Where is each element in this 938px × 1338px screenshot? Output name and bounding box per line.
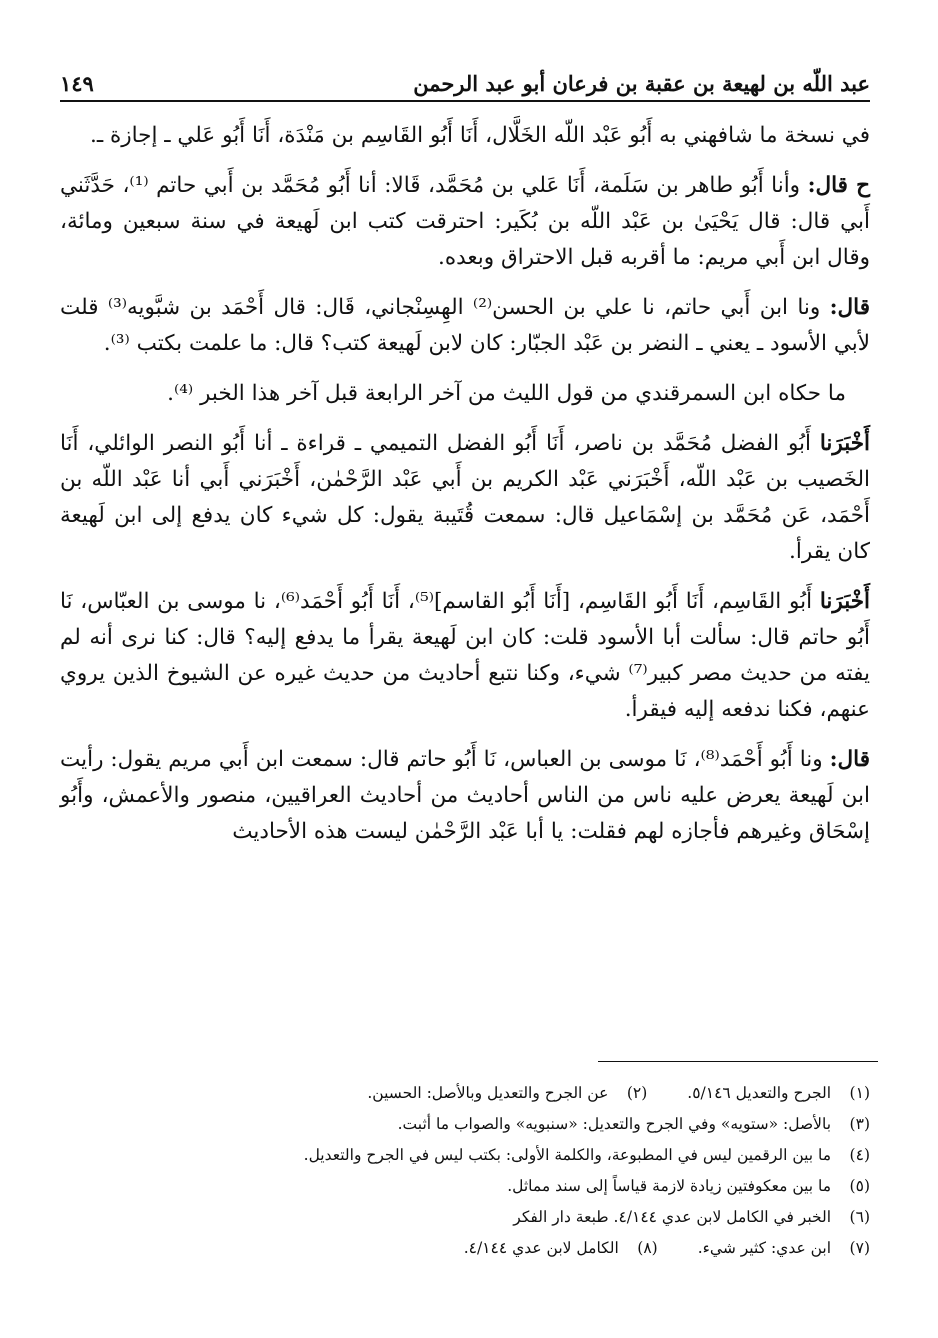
footnote-row [60,1109,870,1140]
footnote-number: (١) [849,1084,870,1102]
footnote-row [60,1202,870,1233]
paragraph-text: ونا ابن أَبي حاتم، نا علي بن الحسن⁽²⁾ الهِسِنْجاني، قَال: قال أَحْمَد بن شبَّويه⁽³⁾ قلت لأبي الأسود ـ يعني ـ النضر بن عَبْد الجبّار: كان لابن لَهيعة كتب؟ قال: ما علمت بكتب ⁽³⁾. [60,295,870,356]
paragraph-lead: قال: [829,747,870,772]
footnote [367,1078,647,1109]
footnote [398,1109,870,1140]
footnote-number: (٣) [849,1115,870,1133]
paragraph [60,584,870,728]
main-text [60,118,870,864]
paragraph-text: وأنا أَبُو طاهر بن سَلَمة، أَنَا عَلي بن مُحَمَّد، قَالا: أنا أَبُو مُحَمَّد بن أَبي حاتم ⁽¹⁾، حَدَّثَني أَبي قال: قال يَحْيَىٰ بن عَبْد اللّه بن بُكَير: احترقت كتب ابن لَهيعة في سنة سبعين ومائة، وقال ابن أَبي مريم: ما أقربه قبل الاحتراق وبعده. [60,173,870,270]
footnote-number: (٨) [637,1239,658,1257]
footnote-row [60,1140,870,1171]
paragraph-text: أَبُو القَاسِم، أَنَا أَبُو القَاسِم، [أَنَا أَبُو القاسم]⁽⁵⁾، أَنَا أَبُو أَحْمَد⁽⁶⁾، نا موسى بن العبّاس، نَا أَبُو حاتم قال: سألت أبا الأسود قلت: كان ابن لَهيعة يقرأ ما يدفع إليه؟ قال: كنا نرى أنه لم يفته من حديث مصر كبير⁽⁷⁾ شيء، وكنا نتبع أحاديث من حديث غيره عن الشيوخ الذين يروي عنهم، فكنا ندفعه إليه فيقرأ. [60,589,870,722]
paragraph [60,290,870,362]
footnote [464,1233,658,1264]
footnote [507,1171,870,1202]
footnote-number: (٢) [626,1084,648,1102]
paragraph-lead: قال: [829,295,870,320]
paragraph-text: ما حكاه ابن السمرقندي من قول الليث من آخر الرابعة قبل آخر هذا الخبر ⁽⁴⁾. [167,381,846,406]
footnote-number: (٧) [849,1239,870,1257]
paragraph-lead: أَخْبَرَنا [819,431,870,456]
paragraph [60,376,870,412]
footnote [687,1078,870,1109]
paragraph [60,426,870,570]
footnote [698,1233,870,1264]
footnote-text: الكامل لابن عدي ٤/١٤٤. [463,1239,619,1257]
footnote-row [60,1078,870,1109]
footnote-divider [598,1061,878,1062]
paragraph-text: ونا أَبُو أَحْمَد⁽⁸⁾، نَا موسى بن العباس، نَا أَبُو حاتم قال: سمعت ابن أَبي مريم يقول: رأيت ابن لَهيعة يعرض عليه ناس من الناس أحاديث من أحاديث العراقيين، منصور والأعمش، وأَبُو إسْحَاق وغيرهم فأجازه لهم فقلت: يا أبا عَبْد الرَّحْمٰن ليست هذه الأحاديث [60,747,870,844]
footnote-text: ما بين الرقمين ليس في المطبوعة، والكلمة الأولى: بكتب ليس في الجرح والتعديل. [303,1146,832,1164]
footnote-number: (٥) [849,1177,870,1195]
page-header [60,56,870,102]
paragraph-lead: ح قال: [807,173,871,198]
paragraph [60,742,870,850]
footnote [304,1140,870,1171]
footnote-text: ابن عدي: كثير شيء. [697,1239,832,1257]
paragraph-lead: أَخْبَرَنا [819,589,871,614]
footnote-number: (٤) [849,1146,870,1164]
footnote-number: (٦) [849,1208,870,1226]
paragraph [60,168,870,276]
footnote-row [60,1233,870,1264]
running-title: عبد اللّه بن لهيعة بن عقبة بن فرعان أبو عبد الرحمن [413,71,870,96]
footnote-text: ما بين معكوفتين زيادة لازمة قياساً إلى سند مماثل. [507,1177,832,1195]
page-number: ١٤٩ [60,71,94,96]
footnote-text: عن الجرح والتعديل وبالأصل: الحسين. [367,1084,609,1102]
footnote-text: الجرح والتعديل ٥/١٤٦. [687,1084,832,1102]
paragraph [60,118,870,154]
paragraph-text: أَبُو الفضل مُحَمَّد بن ناصر، أَنَا أَبُو الفضل التميمي ـ قراءة ـ أنا أَبُو النصر الوائلي، أَنَا الخَصيب بن عَبْد اللّه، أَخْبَرَني عَبْد الكريم بن أَبي عَبْد الرَّحْمٰن، أَخْبَرَني أَبي أنا عَبْد اللّه بن أَحْمَد، عَن مُحَمَّد بن إسْمَاعيل قال: سمعت قُتَيبة يقول: كل شيء كان يدفع إلى ابن لَهيعة كان يقرأ. [60,431,870,564]
footnote [513,1202,870,1233]
footnote-row [60,1171,870,1202]
paragraph-text: في نسخة ما شافهني به أَبُو عَبْد اللّه الخَلَّال، أَنَا أَبُو القَاسِم بن مَنْدَة، أَنَا أَبُو عَلي ـ إجازة ـ. [89,123,870,148]
footnotes [60,1078,870,1264]
footnote-text: بالأصل: «ستويه» وفي الجرح والتعديل: «سنبويه» والصواب ما أثبت. [397,1115,832,1133]
footnote-text: الخبر في الكامل لابن عدي ٤/١٤٤. طبعة دار الفكر [513,1208,832,1226]
